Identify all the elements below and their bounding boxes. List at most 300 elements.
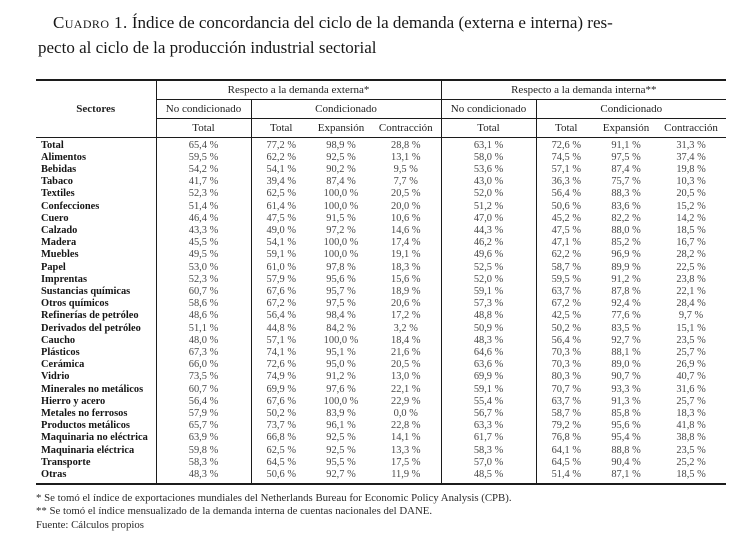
- ext-cond-total-cell: 50,2 %: [266, 407, 296, 419]
- sector-cell: Derivados del petróleo: [36, 323, 156, 335]
- int-cond-total-cell: 63,7 %: [551, 285, 581, 297]
- int-nocond-total-cell: 55,4 %: [441, 396, 536, 408]
- int-cond-contraction-cell: 16,7 %: [676, 237, 706, 249]
- table-row: [36, 445, 726, 457]
- ext-cond-total-cell: 64,5 %: [266, 456, 296, 468]
- ext-cond-expansion-cell: 91,2 %: [326, 371, 356, 383]
- ext-cond-expansion-cell: 97,8 %: [326, 261, 356, 273]
- table-row: [36, 457, 726, 469]
- ext-cond-total-cell: 62,5 %: [266, 444, 296, 456]
- int-nocond-total-cell: 63,1 %: [441, 137, 536, 152]
- header-ext-cond-contraction: Contracción: [371, 118, 441, 137]
- int-cond-contraction-cell: 18,5 %: [676, 468, 706, 480]
- ext-cond-total-cell: 56,4 %: [266, 310, 296, 322]
- ext-cond-total-cell: 57,1 %: [266, 334, 296, 346]
- int-cond-expansion-cell: 85,2 %: [611, 237, 641, 249]
- int-nocond-total-cell: 52,0 %: [441, 274, 536, 286]
- int-nocond-total-cell: 56,7 %: [441, 408, 536, 420]
- int-nocond-total-cell: 48,8 %: [441, 310, 536, 322]
- int-cond-total-cell: 72,6 %: [551, 139, 581, 151]
- int-cond-total-cell: 80,3 %: [551, 371, 581, 383]
- int-cond-total-cell: 58,7 %: [551, 261, 581, 273]
- ext-cond-contraction-cell: 17,5 %: [371, 457, 441, 469]
- int-nocond-total-cell: 58,0 %: [441, 152, 536, 164]
- table-row: [36, 213, 726, 225]
- int-cond-contraction-cell: 22,5 %: [676, 261, 706, 273]
- int-nocond-total-cell: 50,9 %: [441, 323, 536, 335]
- int-nocond-total-cell: 59,1 %: [441, 286, 536, 298]
- table-row: [36, 298, 726, 310]
- sector-cell: Otros químicos: [36, 298, 156, 310]
- ext-cond-total-cell: 44,8 %: [266, 322, 296, 334]
- int-cond-expansion-cell: 93,3 %: [611, 383, 641, 395]
- ext-cond-expansion-cell: 95,7 %: [326, 285, 356, 297]
- int-cond-total-cell: 36,3 %: [551, 176, 581, 188]
- ext-nocond-total-cell: 60,7 %: [156, 384, 251, 396]
- ext-cond-total-cell: 67,2 %: [266, 298, 296, 310]
- int-cond-contraction-cell: 22,1 %: [676, 285, 706, 297]
- caption-line-2: pecto al ciclo de la producción industrial sectorial: [38, 38, 377, 57]
- ext-cond-contraction-cell: 19,1 %: [371, 249, 441, 261]
- table-row: [36, 335, 726, 347]
- sector-cell: Confecciones: [36, 201, 156, 213]
- int-cond-contraction-cell: 41,8 %: [676, 420, 706, 432]
- ext-nocond-total-cell: 48,6 %: [156, 310, 251, 322]
- int-nocond-total-cell: 51,2 %: [441, 201, 536, 213]
- int-nocond-total-cell: 52,5 %: [441, 262, 536, 274]
- ext-cond-expansion-cell: 91,5 %: [326, 212, 356, 224]
- ext-cond-total-cell: 62,5 %: [266, 188, 296, 200]
- table-row: [36, 237, 726, 249]
- int-cond-expansion-cell: 91,3 %: [611, 395, 641, 407]
- int-cond-total-cell: 67,2 %: [551, 298, 581, 310]
- ext-cond-contraction-cell: 18,3 %: [371, 262, 441, 274]
- int-cond-expansion-cell: 96,9 %: [611, 249, 641, 261]
- ext-cond-expansion-cell: 83,9 %: [326, 407, 356, 419]
- int-nocond-total-cell: 46,2 %: [441, 237, 536, 249]
- ext-cond-expansion-cell: 87,4 %: [326, 176, 356, 188]
- table-row: [36, 225, 726, 237]
- sector-cell: Minerales no metálicos: [36, 384, 156, 396]
- sector-cell: Bebidas: [36, 164, 156, 176]
- ext-cond-contraction-cell: 21,6 %: [371, 347, 441, 359]
- int-cond-expansion-cell: 92,4 %: [611, 298, 641, 310]
- int-cond-contraction-cell: 23,5 %: [676, 444, 706, 456]
- ext-nocond-total-cell: 54,2 %: [156, 164, 251, 176]
- int-cond-total-cell: 74,5 %: [551, 151, 581, 163]
- ext-cond-contraction-cell: 20,5 %: [371, 188, 441, 200]
- int-cond-contraction-cell: 28,2 %: [676, 249, 706, 261]
- int-cond-total-cell: 47,5 %: [551, 224, 581, 236]
- ext-nocond-total-cell: 48,3 %: [156, 469, 251, 484]
- int-cond-contraction-cell: 31,6 %: [676, 383, 706, 395]
- int-cond-expansion-cell: 91,2 %: [611, 273, 641, 285]
- ext-cond-total-cell: 47,5 %: [266, 212, 296, 224]
- sector-cell: Transporte: [36, 457, 156, 469]
- ext-nocond-total-cell: 57,9 %: [156, 408, 251, 420]
- ext-cond-contraction-cell: 28,8 %: [371, 137, 441, 152]
- ext-cond-total-cell: 39,4 %: [266, 176, 296, 188]
- ext-cond-total-cell: 74,9 %: [266, 371, 296, 383]
- ext-cond-expansion-cell: 97,6 %: [326, 383, 356, 395]
- table-row: [36, 469, 726, 484]
- caption-text-1: Índice de concordancia del ciclo de la demanda (externa e interna) res-: [127, 13, 613, 32]
- ext-nocond-total-cell: 52,3 %: [156, 188, 251, 200]
- table-row: [36, 152, 726, 164]
- ext-cond-contraction-cell: 14,6 %: [371, 225, 441, 237]
- int-cond-total-cell: 59,5 %: [551, 273, 581, 285]
- ext-cond-total-cell: 54,1 %: [266, 163, 296, 175]
- int-nocond-total-cell: 58,3 %: [441, 445, 536, 457]
- table-row: [36, 176, 726, 188]
- int-cond-contraction-cell: 15,1 %: [676, 322, 706, 334]
- ext-cond-expansion-cell: 100,0 %: [323, 334, 359, 346]
- sector-cell: Total: [36, 137, 156, 152]
- ext-cond-total-cell: 66,8 %: [266, 432, 296, 444]
- ext-cond-expansion-cell: 95,0 %: [326, 359, 356, 371]
- ext-cond-total-cell: 72,6 %: [266, 359, 296, 371]
- ext-cond-expansion-cell: 95,6 %: [326, 273, 356, 285]
- int-nocond-total-cell: 53,6 %: [441, 164, 536, 176]
- ext-cond-expansion-cell: 90,2 %: [326, 163, 356, 175]
- table-row: [36, 347, 726, 359]
- int-nocond-total-cell: 69,9 %: [441, 371, 536, 383]
- ext-cond-expansion-cell: 100,0 %: [323, 200, 359, 212]
- int-cond-contraction-cell: 26,9 %: [676, 359, 706, 371]
- sector-cell: Plásticos: [36, 347, 156, 359]
- header-group-externa: Respecto a la demanda externa*: [156, 80, 441, 99]
- footnotes: [36, 492, 726, 532]
- int-nocond-total-cell: 57,3 %: [441, 298, 536, 310]
- int-cond-expansion-cell: 88,0 %: [611, 224, 641, 236]
- table-row: [36, 359, 726, 371]
- ext-cond-expansion-cell: 100,0 %: [323, 188, 359, 200]
- ext-cond-total-cell: 67,6 %: [266, 395, 296, 407]
- ext-cond-contraction-cell: 22,9 %: [371, 396, 441, 408]
- int-cond-expansion-cell: 77,6 %: [611, 310, 641, 322]
- sector-cell: Maquinaria no eléctrica: [36, 432, 156, 444]
- sector-cell: Maquinaria eléctrica: [36, 445, 156, 457]
- int-cond-total-cell: 64,5 %: [551, 456, 581, 468]
- ext-nocond-total-cell: 65,7 %: [156, 420, 251, 432]
- int-nocond-total-cell: 44,3 %: [441, 225, 536, 237]
- ext-nocond-total-cell: 51,1 %: [156, 323, 251, 335]
- ext-nocond-total-cell: 51,4 %: [156, 201, 251, 213]
- int-cond-contraction-cell: 40,7 %: [676, 371, 706, 383]
- table-row: [36, 432, 726, 444]
- int-cond-contraction-cell: 25,7 %: [676, 346, 706, 358]
- ext-cond-total-cell: 74,1 %: [266, 346, 296, 358]
- ext-cond-expansion-cell: 97,2 %: [326, 224, 356, 236]
- footnote-external: * Se tomó el índice de exportaciones mundiales del Netherlands Bureau for Economic Policy Analysis (CPB).: [36, 492, 512, 505]
- sector-cell: Vidrio: [36, 371, 156, 383]
- ext-nocond-total-cell: 56,4 %: [156, 396, 251, 408]
- header-ext-nocond-total: Total: [156, 118, 251, 137]
- int-cond-contraction-cell: 28,4 %: [676, 298, 706, 310]
- ext-cond-expansion-cell: 97,5 %: [326, 298, 356, 310]
- ext-cond-contraction-cell: 9,5 %: [371, 164, 441, 176]
- ext-cond-contraction-cell: 11,9 %: [371, 469, 441, 484]
- sector-cell: Otras: [36, 469, 156, 484]
- ext-cond-total-cell: 59,1 %: [266, 249, 296, 261]
- ext-cond-expansion-cell: 95,5 %: [326, 456, 356, 468]
- int-nocond-total-cell: 47,0 %: [441, 213, 536, 225]
- ext-cond-contraction-cell: 17,2 %: [371, 310, 441, 322]
- table-row: [36, 420, 726, 432]
- table-row: [36, 310, 726, 322]
- sector-cell: Calzado: [36, 225, 156, 237]
- table-row: [36, 396, 726, 408]
- ext-cond-expansion-cell: 96,1 %: [326, 420, 356, 432]
- int-cond-expansion-cell: 87,1 %: [611, 468, 641, 480]
- ext-cond-contraction-cell: 13,1 %: [371, 152, 441, 164]
- ext-cond-total-cell: 67,6 %: [266, 285, 296, 297]
- int-nocond-total-cell: 52,0 %: [441, 188, 536, 200]
- ext-cond-total-cell: 49,0 %: [266, 224, 296, 236]
- ext-cond-contraction-cell: 17,4 %: [371, 237, 441, 249]
- int-cond-expansion-cell: 89,0 %: [611, 359, 641, 371]
- header-group-interna: Respecto a la demanda interna**: [441, 80, 726, 99]
- ext-cond-contraction-cell: 18,9 %: [371, 286, 441, 298]
- int-nocond-total-cell: 59,1 %: [441, 384, 536, 396]
- int-cond-contraction-cell: 15,2 %: [676, 200, 706, 212]
- sector-cell: Muebles: [36, 249, 156, 261]
- int-nocond-total-cell: 64,6 %: [441, 347, 536, 359]
- int-cond-contraction-cell: 9,7 %: [678, 310, 704, 322]
- sector-cell: Refinerías de petróleo: [36, 310, 156, 322]
- sector-cell: Metales no ferrosos: [36, 408, 156, 420]
- header-row-groups: [36, 80, 726, 99]
- int-cond-total-cell: 70,3 %: [551, 346, 581, 358]
- ext-nocond-total-cell: 41,7 %: [156, 176, 251, 188]
- int-cond-expansion-cell: 91,1 %: [611, 139, 641, 151]
- ext-cond-contraction-cell: 20,5 %: [371, 359, 441, 371]
- table-row: [36, 408, 726, 420]
- int-cond-contraction-cell: 38,8 %: [676, 432, 706, 444]
- table-row: [36, 274, 726, 286]
- ext-cond-total-cell: 57,9 %: [266, 273, 296, 285]
- ext-cond-contraction-cell: 13,0 %: [371, 371, 441, 383]
- int-cond-total-cell: 51,4 %: [551, 468, 581, 480]
- int-cond-expansion-cell: 83,5 %: [611, 322, 641, 334]
- ext-cond-total-cell: 50,6 %: [266, 468, 296, 480]
- ext-cond-expansion-cell: 92,5 %: [326, 444, 356, 456]
- int-cond-contraction-cell: 14,2 %: [676, 212, 706, 224]
- ext-nocond-total-cell: 49,5 %: [156, 249, 251, 261]
- ext-cond-contraction-cell: 22,8 %: [371, 420, 441, 432]
- int-nocond-total-cell: 49,6 %: [441, 249, 536, 261]
- int-cond-contraction-cell: 25,7 %: [676, 395, 706, 407]
- int-cond-contraction-cell: 18,5 %: [676, 224, 706, 236]
- int-cond-contraction-cell: 20,5 %: [676, 188, 706, 200]
- ext-nocond-total-cell: 59,8 %: [156, 445, 251, 457]
- header-int-cond-expansion: Expansión: [596, 118, 656, 137]
- int-cond-total-cell: 56,4 %: [551, 188, 581, 200]
- ext-cond-total-cell: 61,4 %: [266, 200, 296, 212]
- header-int-nocond: No condicionado: [441, 99, 536, 118]
- int-nocond-total-cell: 48,3 %: [441, 335, 536, 347]
- int-cond-expansion-cell: 88,1 %: [611, 346, 641, 358]
- ext-nocond-total-cell: 48,0 %: [156, 335, 251, 347]
- ext-cond-total-cell: 54,1 %: [266, 237, 296, 249]
- sector-cell: Productos metálicos: [36, 420, 156, 432]
- ext-cond-expansion-cell: 84,2 %: [326, 322, 356, 334]
- sector-cell: Caucho: [36, 335, 156, 347]
- int-cond-expansion-cell: 95,4 %: [611, 432, 641, 444]
- int-cond-contraction-cell: 37,4 %: [676, 151, 706, 163]
- header-sectores: Sectores: [36, 80, 156, 137]
- sector-cell: Cerámica: [36, 359, 156, 371]
- int-cond-contraction-cell: 25,2 %: [676, 456, 706, 468]
- int-nocond-total-cell: 63,3 %: [441, 420, 536, 432]
- header-ext-cond: Condicionado: [251, 99, 441, 118]
- header-int-cond-total: Total: [536, 118, 596, 137]
- ext-cond-total-cell: 69,9 %: [266, 383, 296, 395]
- int-cond-expansion-cell: 85,8 %: [611, 407, 641, 419]
- ext-cond-contraction-cell: 3,2 %: [371, 323, 441, 335]
- table-header: [36, 80, 726, 137]
- ext-cond-total-cell: 62,2 %: [266, 151, 296, 163]
- int-cond-total-cell: 79,2 %: [551, 420, 581, 432]
- int-cond-contraction-cell: 10,3 %: [676, 176, 706, 188]
- int-nocond-total-cell: 63,6 %: [441, 359, 536, 371]
- int-cond-expansion-cell: 87,8 %: [611, 285, 641, 297]
- int-cond-total-cell: 58,7 %: [551, 407, 581, 419]
- ext-cond-expansion-cell: 92,7 %: [326, 468, 356, 480]
- ext-nocond-total-cell: 59,5 %: [156, 152, 251, 164]
- int-cond-expansion-cell: 88,3 %: [611, 188, 641, 200]
- header-int-cond: Condicionado: [536, 99, 726, 118]
- header-ext-cond-expansion: Expansión: [311, 118, 371, 137]
- int-cond-expansion-cell: 89,9 %: [611, 261, 641, 273]
- header-ext-cond-total: Total: [251, 118, 311, 137]
- int-cond-expansion-cell: 97,5 %: [611, 151, 641, 163]
- int-cond-total-cell: 70,7 %: [551, 383, 581, 395]
- ext-cond-contraction-cell: 10,6 %: [371, 213, 441, 225]
- ext-cond-expansion-cell: 100,0 %: [323, 237, 359, 249]
- ext-nocond-total-cell: 46,4 %: [156, 213, 251, 225]
- int-nocond-total-cell: 57,0 %: [441, 457, 536, 469]
- footnote-internal: ** Se tomó el índice mensualizado de la demanda interna de cuentas nacionales del DANE.: [36, 505, 433, 518]
- ext-cond-contraction-cell: 13,3 %: [371, 445, 441, 457]
- sector-cell: Alimentos: [36, 152, 156, 164]
- int-nocond-total-cell: 48,5 %: [441, 469, 536, 484]
- header-ext-nocond: No condicionado: [156, 99, 251, 118]
- int-cond-total-cell: 56,4 %: [551, 334, 581, 346]
- int-cond-expansion-cell: 82,2 %: [611, 212, 641, 224]
- ext-nocond-total-cell: 52,3 %: [156, 274, 251, 286]
- table-row: [36, 188, 726, 200]
- int-cond-expansion-cell: 83,6 %: [611, 200, 641, 212]
- ext-cond-total-cell: 73,7 %: [266, 420, 296, 432]
- int-cond-expansion-cell: 88,8 %: [611, 444, 641, 456]
- int-cond-contraction-cell: 23,5 %: [676, 334, 706, 346]
- sector-cell: Cuero: [36, 213, 156, 225]
- ext-nocond-total-cell: 66,0 %: [156, 359, 251, 371]
- sector-cell: Hierro y acero: [36, 396, 156, 408]
- int-cond-total-cell: 45,2 %: [551, 212, 581, 224]
- table-row: [36, 262, 726, 274]
- int-nocond-total-cell: 61,7 %: [441, 432, 536, 444]
- table-row: [36, 137, 726, 152]
- ext-nocond-total-cell: 63,9 %: [156, 432, 251, 444]
- ext-cond-contraction-cell: 20,0 %: [371, 201, 441, 213]
- ext-cond-total-cell: 61,0 %: [266, 261, 296, 273]
- table-row: [36, 371, 726, 383]
- int-cond-expansion-cell: 75,7 %: [611, 176, 641, 188]
- int-cond-total-cell: 63,7 %: [551, 395, 581, 407]
- ext-nocond-total-cell: 67,3 %: [156, 347, 251, 359]
- ext-cond-total-cell: 77,2 %: [266, 139, 296, 151]
- caption-number: Cuadro 1.: [53, 13, 128, 32]
- sector-cell: Madera: [36, 237, 156, 249]
- table-row: [36, 384, 726, 396]
- sector-cell: Imprentas: [36, 274, 156, 286]
- int-cond-total-cell: 64,1 %: [551, 444, 581, 456]
- ext-cond-expansion-cell: 95,1 %: [326, 346, 356, 358]
- sector-cell: Sustancias químicas: [36, 286, 156, 298]
- int-cond-total-cell: 62,2 %: [551, 249, 581, 261]
- table-row: [36, 249, 726, 261]
- table-row: [36, 323, 726, 335]
- table-row: [36, 201, 726, 213]
- sector-cell: Textiles: [36, 188, 156, 200]
- ext-cond-expansion-cell: 92,5 %: [326, 151, 356, 163]
- ext-cond-expansion-cell: 98,4 %: [326, 310, 356, 322]
- int-cond-total-cell: 42,5 %: [551, 310, 581, 322]
- table-row: [36, 286, 726, 298]
- ext-cond-contraction-cell: 22,1 %: [371, 384, 441, 396]
- ext-cond-contraction-cell: 20,6 %: [371, 298, 441, 310]
- int-cond-total-cell: 76,8 %: [551, 432, 581, 444]
- table-caption: [38, 10, 722, 60]
- int-cond-expansion-cell: 90,7 %: [611, 371, 641, 383]
- ext-cond-contraction-cell: 18,4 %: [371, 335, 441, 347]
- table-row: [36, 164, 726, 176]
- ext-cond-expansion-cell: 100,0 %: [323, 249, 359, 261]
- int-cond-contraction-cell: 23,8 %: [676, 273, 706, 285]
- footnote-source: Fuente: Cálculos propios: [36, 518, 144, 531]
- int-cond-total-cell: 50,2 %: [551, 322, 581, 334]
- ext-cond-expansion-cell: 92,5 %: [326, 432, 356, 444]
- int-cond-expansion-cell: 87,4 %: [611, 163, 641, 175]
- header-int-nocond-total: Total: [441, 118, 536, 137]
- ext-nocond-total-cell: 53,0 %: [156, 262, 251, 274]
- int-cond-contraction-cell: 18,3 %: [676, 407, 706, 419]
- concordance-table: [36, 79, 726, 485]
- ext-cond-expansion-cell: 98,9 %: [326, 139, 356, 151]
- ext-nocond-total-cell: 60,7 %: [156, 286, 251, 298]
- int-nocond-total-cell: 43,0 %: [441, 176, 536, 188]
- sector-cell: Papel: [36, 262, 156, 274]
- int-cond-expansion-cell: 90,4 %: [611, 456, 641, 468]
- ext-nocond-total-cell: 43,3 %: [156, 225, 251, 237]
- ext-cond-contraction-cell: 7,7 %: [371, 176, 441, 188]
- sector-cell: Tabaco: [36, 176, 156, 188]
- ext-nocond-total-cell: 73,5 %: [156, 371, 251, 383]
- ext-cond-contraction-cell: 14,1 %: [371, 432, 441, 444]
- ext-nocond-total-cell: 58,3 %: [156, 457, 251, 469]
- int-cond-total-cell: 57,1 %: [551, 163, 581, 175]
- ext-nocond-total-cell: 58,6 %: [156, 298, 251, 310]
- int-cond-expansion-cell: 95,6 %: [611, 420, 641, 432]
- ext-nocond-total-cell: 45,5 %: [156, 237, 251, 249]
- header-int-cond-contraction: Contracción: [656, 118, 726, 137]
- int-cond-contraction-cell: 19,8 %: [676, 163, 706, 175]
- ext-cond-contraction-cell: 15,6 %: [371, 274, 441, 286]
- ext-nocond-total-cell: 65,4 %: [156, 137, 251, 152]
- caption-line-1: [38, 10, 722, 35]
